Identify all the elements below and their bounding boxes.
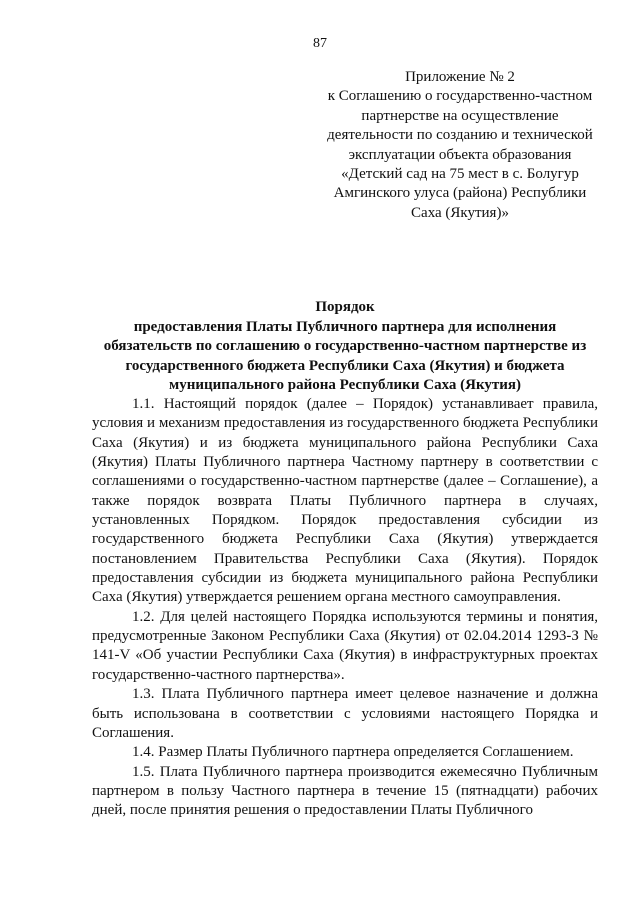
document-body (92, 395, 598, 821)
title-line: муниципального района Республики Саха (Якутия) (168, 377, 521, 393)
appendix-line: партнерстве на осуществление (361, 107, 559, 124)
title-line: предоставления Платы Публичного партнера для исполнения (133, 318, 557, 335)
paragraph-1-1: 1.1. Настоящий порядок (далее – Порядок) устанавливает правила, условия и механизм предоставления из государственного бюджета Республики Саха (Якутия) и из бюджета муниципального района Республики Саха (Якутия) Платы Публичного партнера Частному партнеру в соответствии с соглашениями о государственно-частном партнерстве (далее – Соглашение), а также порядок возврата Платы Публичного партнера в случаях, установленных Порядком. Порядок предоставления субсидии из государственного бюджета Республики Саха (Якутия) утверждается постановлением Правительства Республики Саха (Якутия). Порядок предоставления субсидии из бюджета муниципального района Республики Саха (Якутия) утверждается решением органа местного самоуправления. (92, 396, 598, 606)
document-title (92, 298, 598, 396)
title-line: обязательств по соглашению о государственно-частном партнерстве из (103, 338, 587, 354)
appendix-line: эксплуатации объекта образования (348, 146, 572, 163)
appendix-line: к Соглашению о государственно-частном (327, 88, 593, 105)
appendix-line: «Детский сад на 75 мест в с. Болугур (341, 166, 579, 183)
paragraph-1-5: 1.5. Плата Публичного партнера производится ежемесячно Публичным партнером в пользу Частного партнера в течение 15 (пятнадцати) рабочих дней, после принятия решения о предоставлении Платы Публичного (92, 763, 598, 819)
paragraph-1-4: 1.4. Размер Платы Публичного партнера определяется Соглашением. (132, 744, 574, 761)
appendix-header (312, 68, 608, 223)
appendix-line: Приложение № 2 (405, 69, 515, 85)
page-number: 87 (313, 36, 327, 51)
appendix-line: деятельности по созданию и технической (327, 127, 593, 144)
appendix-line: Амгинского улуса (района) Республики (333, 185, 587, 202)
appendix-line: Саха (Якутия)» (411, 204, 509, 221)
title-line: государственного бюджета Республики Саха (Якутия) и бюджета (125, 357, 565, 374)
paragraph-1-2: 1.2. Для целей настоящего Порядка используются термины и понятия, предусмотренные Законом Республики Саха (Якутия) от 02.04.2014 1293-З № 141-V «Об участии Республики Саха (Якутия) в инфраструктурных проектах государственно-частного партнерства». (92, 608, 598, 683)
paragraph-1-3: 1.3. Плата Публичного партнера имеет целевое назначение и должна быть использована в соответствии с условиями настоящего Порядка и Соглашения. (92, 686, 598, 741)
title-line: Порядок (315, 299, 375, 315)
